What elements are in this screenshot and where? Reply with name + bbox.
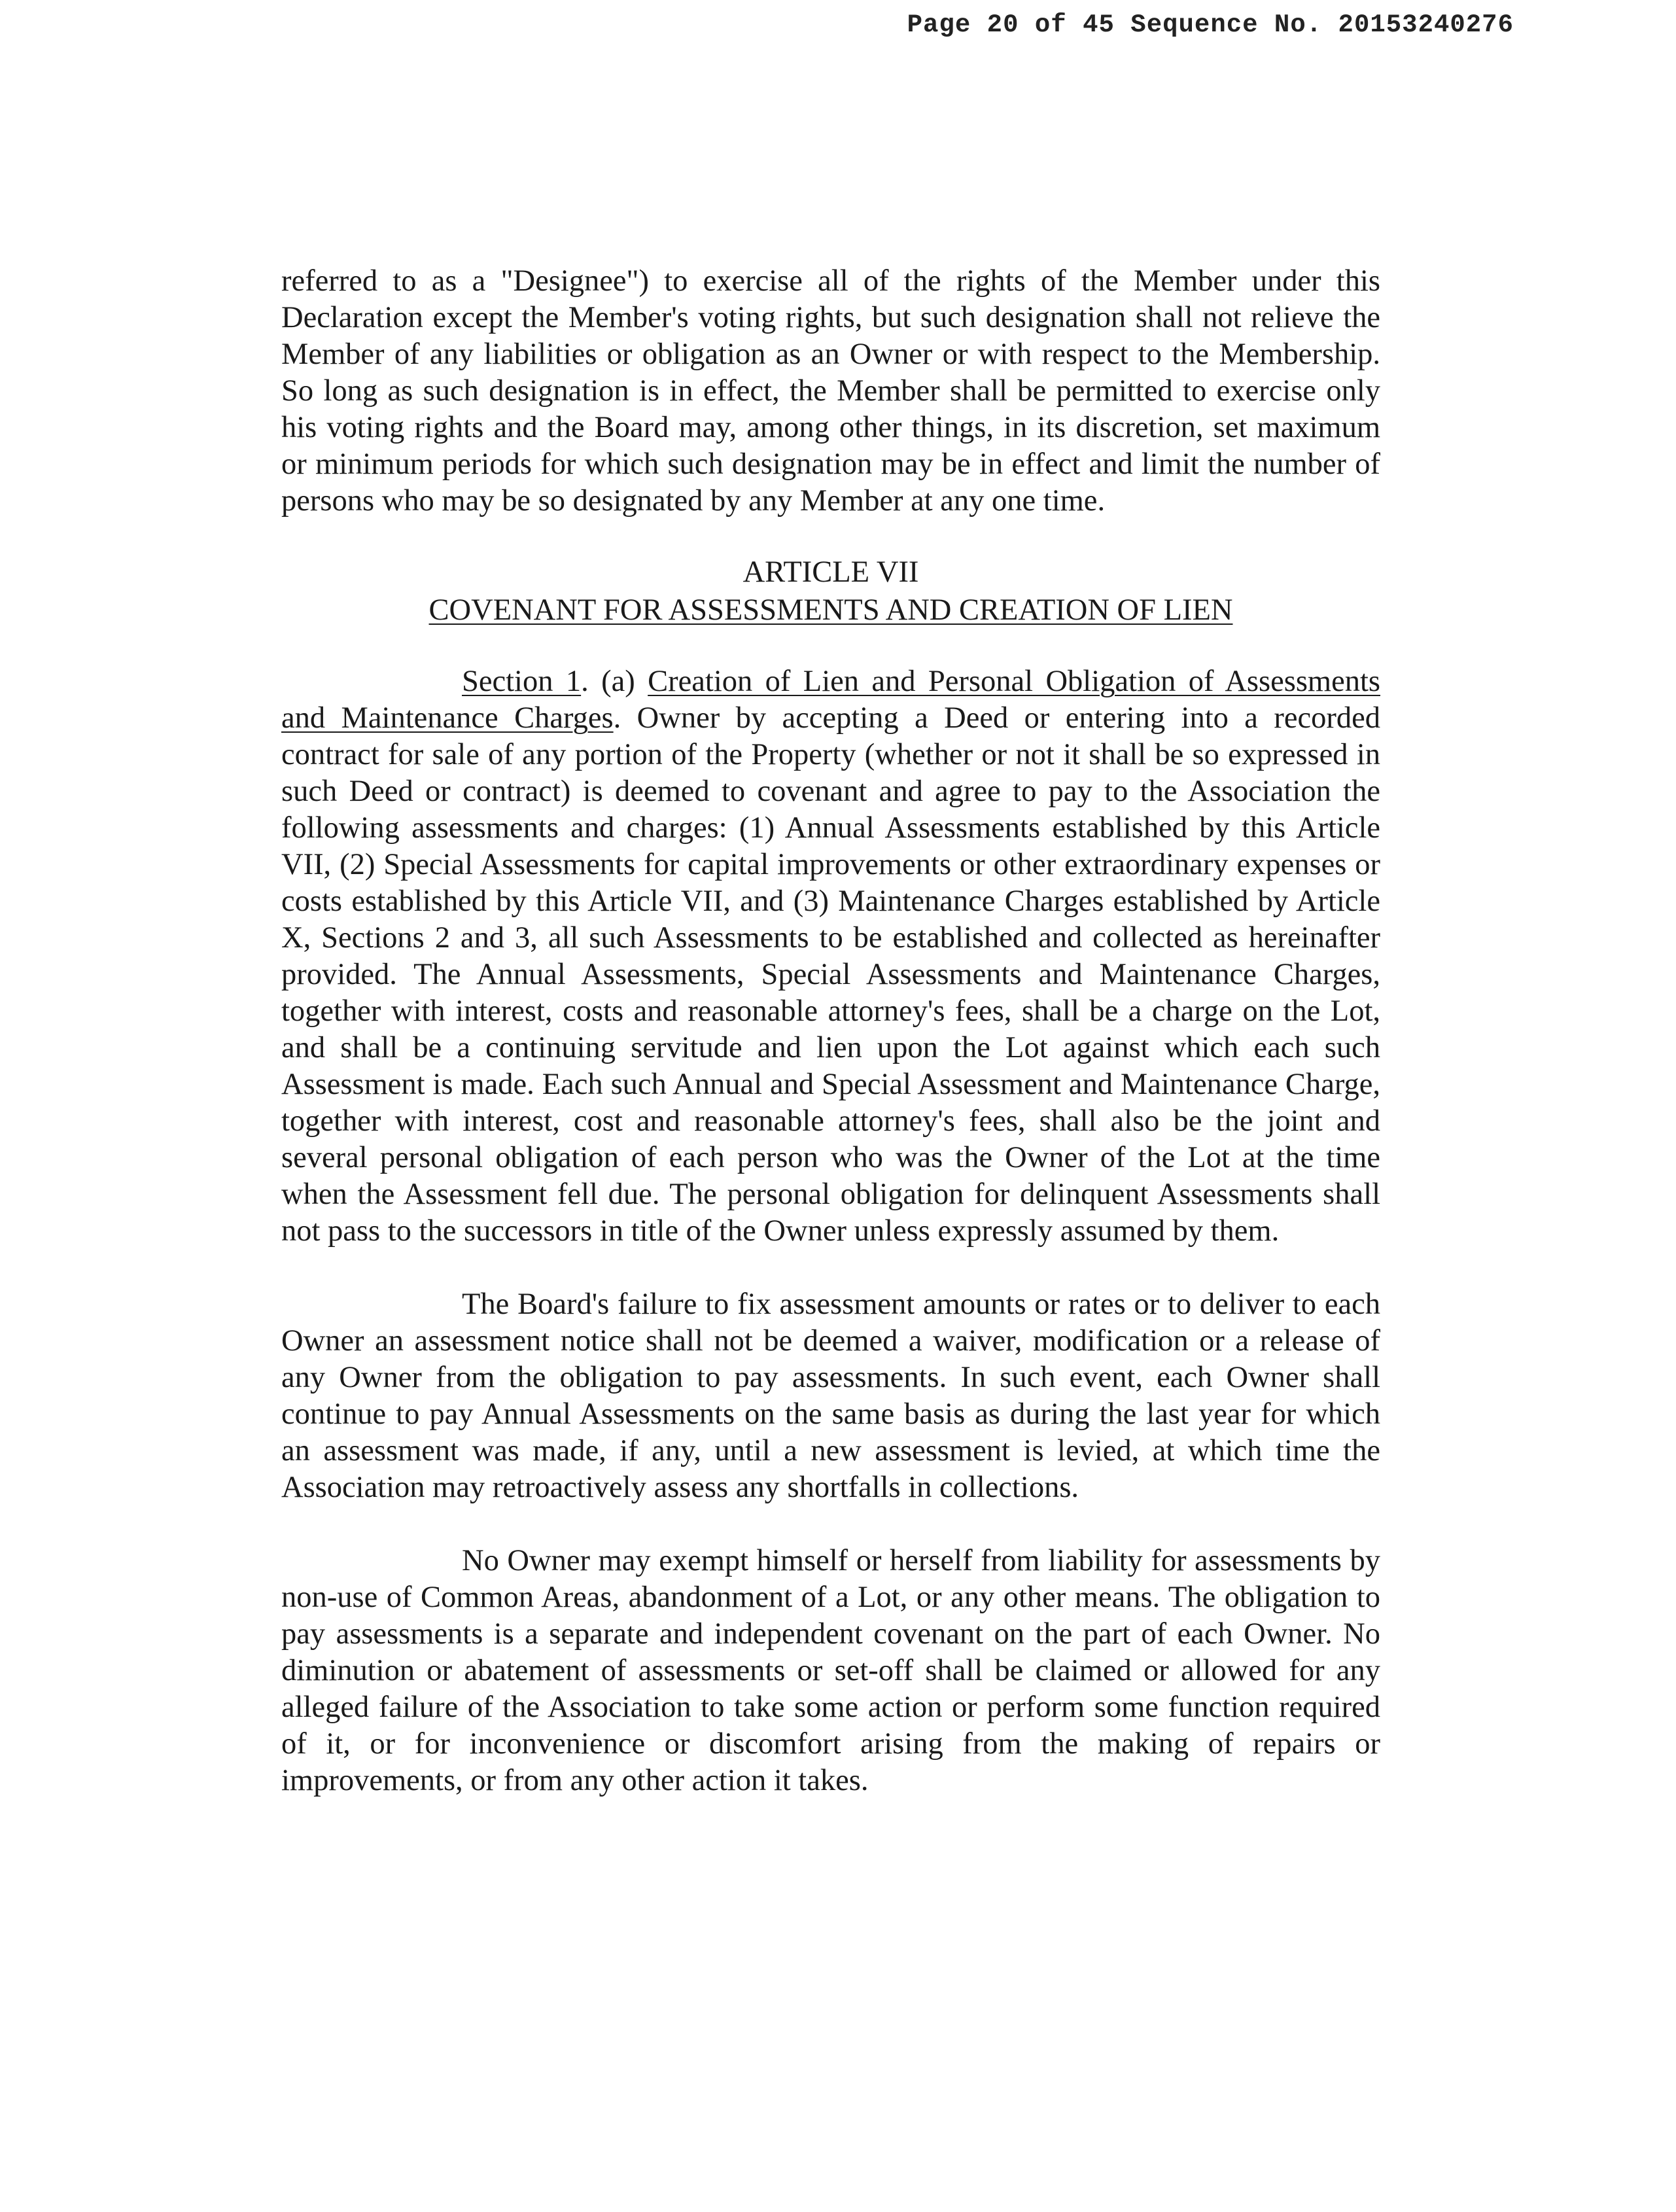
no-exemption-paragraph: No Owner may exempt himself or herself from liability for assessments by non-use of Common Areas, abandonment of a Lot, or any other means. The obligation to pay assessments is a separate and independent covenant on the part of each Owner. No diminution or abatement of assessments or set-off shall be claimed or allowed for any alleged failure of the Association to take some action or perform some function required of it, or for inconvenience or discomfort arising from the making of repairs or improvements, or from any other action it takes. [281,1544,1380,1797]
section-1-paragraph [281,663,1380,1250]
paragraph-spacer [281,1250,1380,1286]
intro-paragraph: referred to as a "Designee") to exercise all of the rights of the Member under this Declaration except the Member's voting rights, but such designation shall not relieve the Member of any liabilities or obligation as an Owner or with respect to the Membership. So long as such designation is in effect, the Member shall be permitted to exercise only his voting rights and the Board may, among other things, in its discretion, set maximum or minimum periods for which such designation may be in effect and limit the number of persons who may be so designated by any Member at any one time. [281,264,1380,518]
section-1-body: Owner by accepting a Deed or entering into a recorded contract for sale of any portion of the Property (whether or not it shall be so expressed in such Deed or contract) is deemed to covenant and agree to pay to the Association the following assessments and charges: (1) Annual Assessments established by this Article VII, (2) Special Assessments for capital improvements or other extraordinary expenses or costs established by this Article VII, and (3) Maintenance Charges established by Article X, Sections 2 and 3, all such Assessments to be established and collected as hereinafter provided. The Annual Assessments, Special Assessments and Maintenance Charges, together with interest, costs and reasonable attorney's fees, shall be a charge on the Lot, and shall be a continuing servitude and lien upon the Lot against which each such Assessment is made. Each such Annual and Special Assessment and Maintenance Charge, together with interest, cost and reasonable attorney's fees, shall also be the joint and several personal obligation of each person who was the Owner of the Lot at the time when the Assessment fell due. The personal obligation for delinquent Assessments shall not pass to the successors in title of the Owner unless expressly assumed by them. [281,701,1380,1248]
article-title: COVENANT FOR ASSESSMENTS AND CREATION OF LIEN [428,593,1233,627]
subsection-marker: (a) [588,665,648,698]
section-label-suffix: . [581,665,589,698]
page-sequence-header: Page 20 of 45 Sequence No. 20153240276 [907,10,1514,39]
article-heading [281,553,1380,629]
article-number: ARTICLE VII [742,555,919,589]
subsection-title: Creation of Lien and Personal Obligation of Assessments and Maintenance Charges [281,665,1380,735]
document-body [281,263,1380,1799]
subsection-title-suffix: . [613,701,621,735]
paragraph-spacer [281,1506,1380,1543]
section-label: Section 1 [462,665,582,698]
board-failure-paragraph: The Board's failure to fix assessment amounts or rates or to deliver to each Owner an assessment notice shall not be deemed a waiver, modification or a release of any Owner from the obligation to pay assessments. In such event, each Owner shall continue to pay Annual Assessments on the same basis as during the last year for which an assessment was made, if any, until a new assessment is levied, at which time the Association may retroactively assess any shortfalls in collections. [281,1288,1380,1504]
